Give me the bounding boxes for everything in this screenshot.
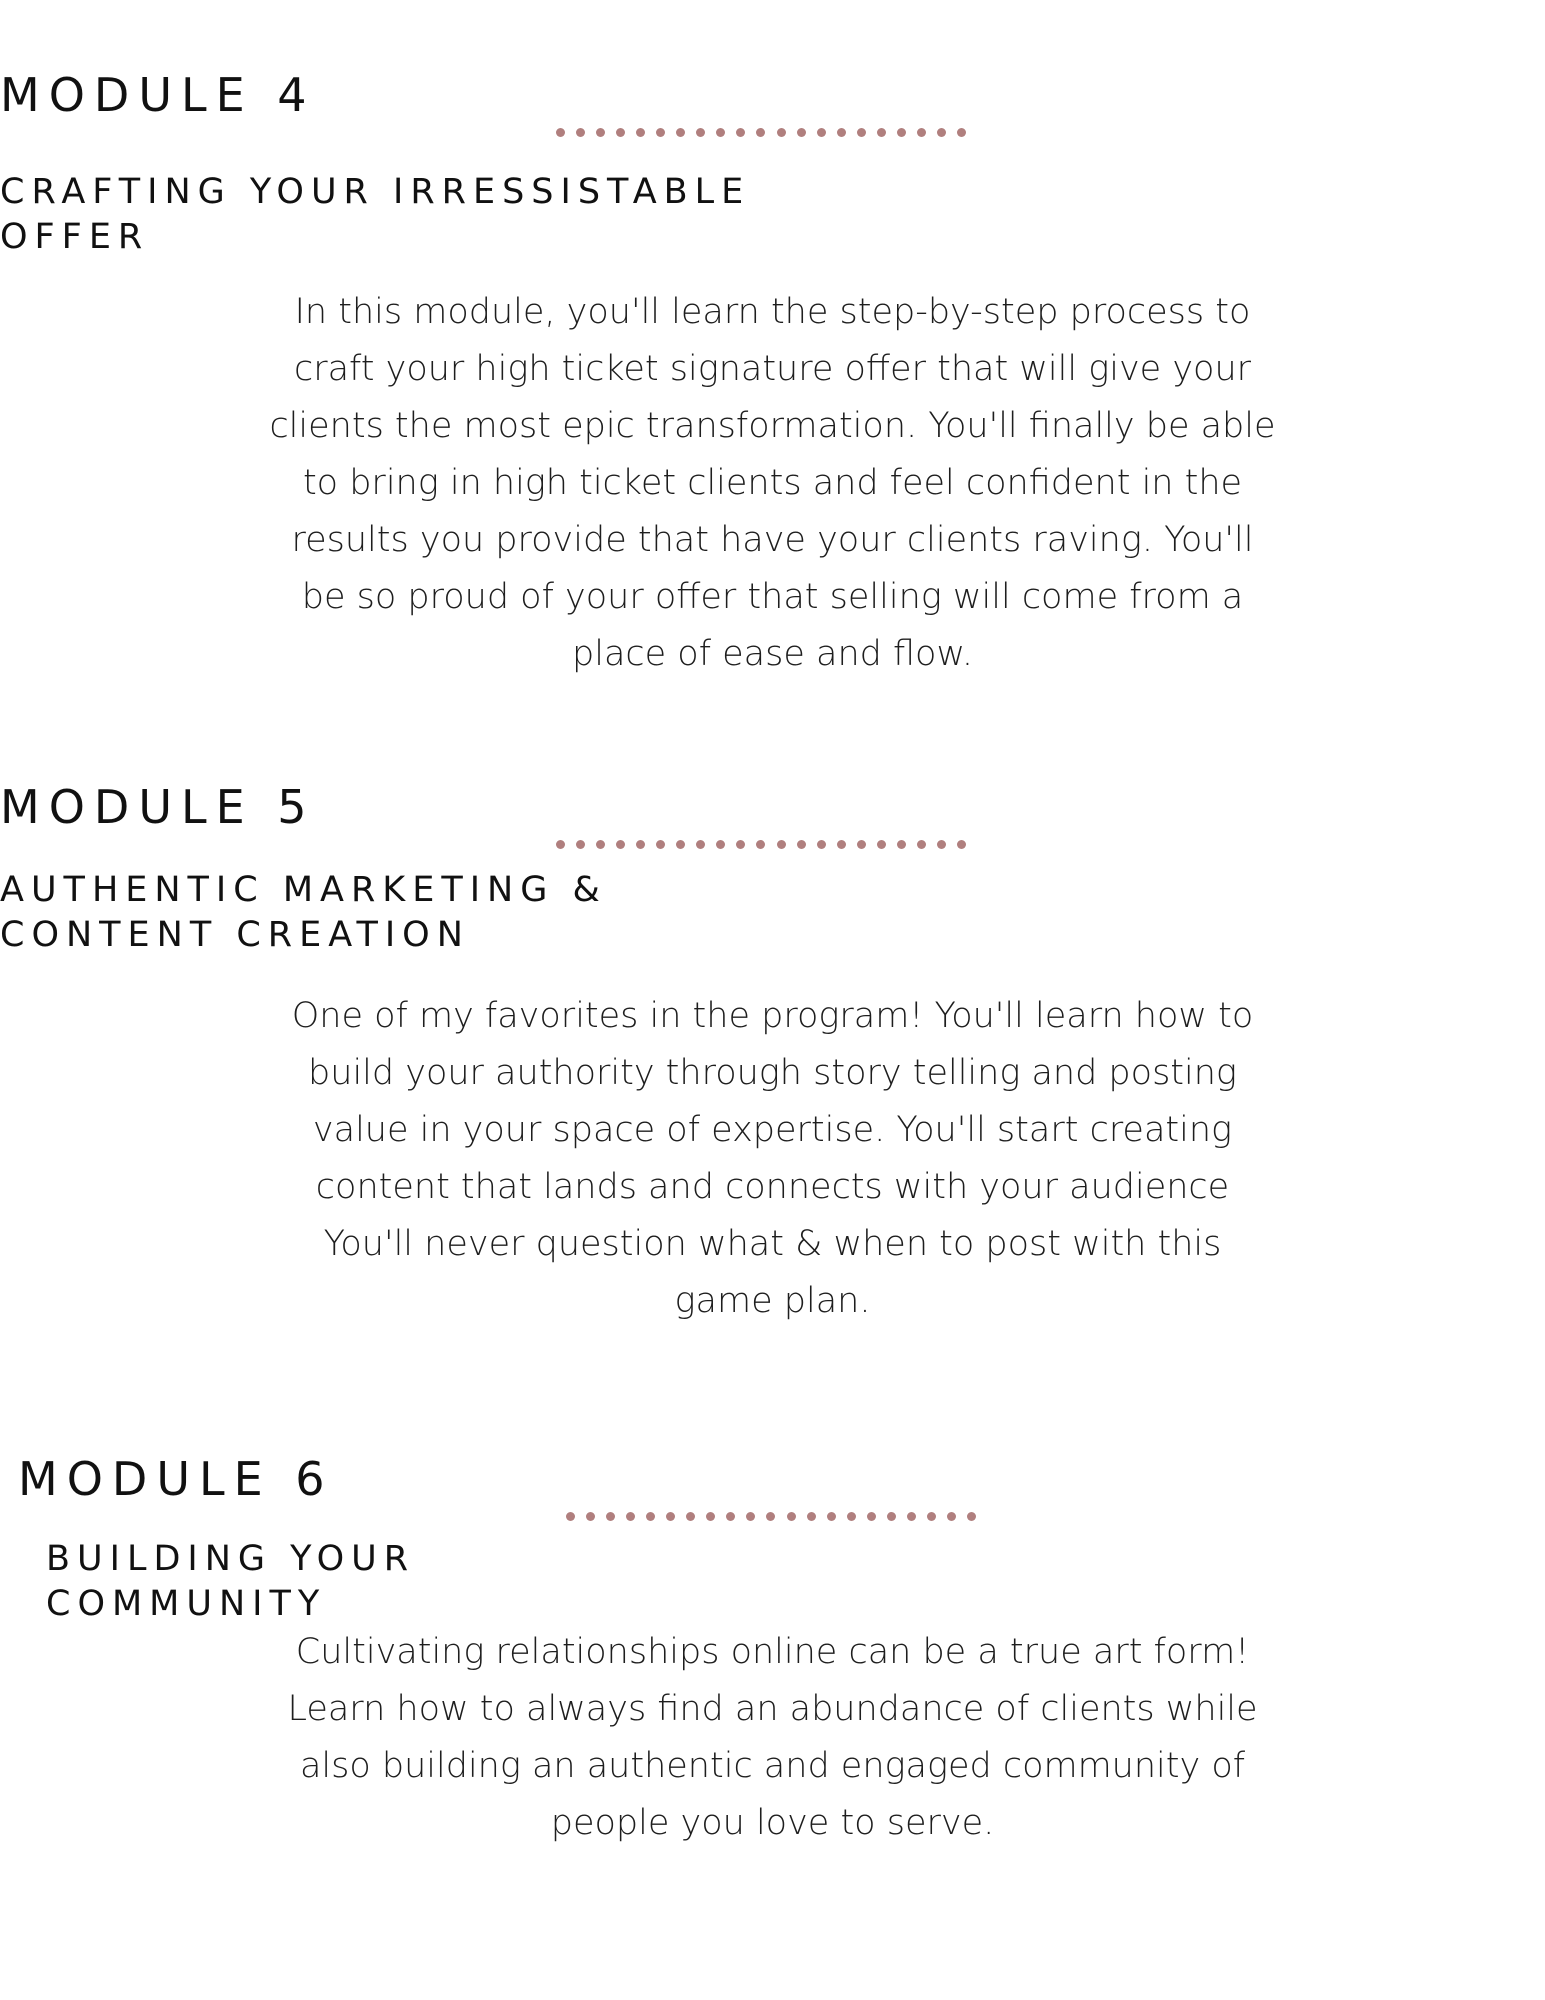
divider-dot <box>766 1512 775 1521</box>
divider-dot <box>676 840 685 849</box>
divider-dot <box>746 1512 755 1521</box>
divider-dot <box>576 128 585 137</box>
divider-dot <box>777 840 786 849</box>
divider-dot <box>586 1512 595 1521</box>
divider-dot <box>807 1512 816 1521</box>
divider-dot <box>616 840 625 849</box>
module-4-description-line: craft your high ticket signature offer that will give your <box>293 349 1252 389</box>
divider-dot <box>937 128 946 137</box>
divider-dot <box>967 1512 976 1521</box>
module-6-subtitle-line: BUILDING YOUR <box>46 1539 416 1579</box>
divider-dot <box>726 1512 735 1521</box>
divider-dot <box>927 1512 936 1521</box>
divider-dot <box>957 128 966 137</box>
divider-dot <box>897 840 906 849</box>
divider-dot <box>656 128 665 137</box>
divider-dot <box>957 840 966 849</box>
module-6-description-line: also building an authentic and engaged community of <box>299 1746 1246 1786</box>
divider-dot <box>686 1512 695 1521</box>
divider-dot <box>666 1512 675 1521</box>
divider-dot <box>817 128 826 137</box>
module-6-description-line: Cultivating relationships online can be a true art form! <box>295 1632 1250 1672</box>
module-4-description-line: In this module, you'll learn the step-by-step process to <box>294 292 1251 332</box>
divider-dot <box>837 840 846 849</box>
divider-dot <box>596 840 605 849</box>
module-6-subtitle <box>0 1537 1545 1627</box>
divider-dot <box>716 128 725 137</box>
divider-dot <box>636 128 645 137</box>
divider-dot <box>847 1512 856 1521</box>
divider-dot <box>827 1512 836 1521</box>
module-5-subtitle-line: AUTHENTIC MARKETING & <box>0 870 607 910</box>
divider-dot <box>696 128 705 137</box>
divider-dot <box>937 840 946 849</box>
divider-dot <box>576 840 585 849</box>
divider-dot <box>676 128 685 137</box>
divider-dot <box>887 1512 896 1521</box>
divider-dot <box>646 1512 655 1521</box>
module-6-description-line: people you love to serve. <box>550 1803 995 1843</box>
divider-dot <box>636 840 645 849</box>
divider-dot <box>696 840 705 849</box>
module-5-description-line: value in your space of expertise. You'll start creating <box>312 1110 1233 1150</box>
module-4-description-line: place of ease and flow. <box>572 634 973 674</box>
module-5-description-line: game plan. <box>674 1281 871 1321</box>
module-5-description-line: build your authority through story telling and posting <box>308 1053 1237 1093</box>
module-6-description <box>0 1624 1545 1852</box>
divider-dot <box>616 128 625 137</box>
divider-dot <box>797 840 806 849</box>
module-4-description-line: results you provide that have your clients raving. You'll <box>291 520 1254 560</box>
module-4-description-line: to bring in high ticket clients and feel confident in the <box>302 463 1243 503</box>
module-4-description-line: be so proud of your offer that selling will come from a <box>301 577 1244 617</box>
divider-dot <box>857 840 866 849</box>
divider-dot <box>596 128 605 137</box>
module-6-description-line: Learn how to always find an abundance of clients while <box>287 1689 1258 1729</box>
module-5-description-line: content that lands and connects with your audience <box>315 1167 1230 1207</box>
module-4-subtitle-line: CRAFTING YOUR IRRESSISTABLE <box>0 172 751 212</box>
divider-dot <box>606 1512 615 1521</box>
module-5-dotted-divider <box>556 838 966 850</box>
module-6-heading: MODULE 6 <box>18 1452 334 1506</box>
divider-dot <box>716 840 725 849</box>
divider-dot <box>736 840 745 849</box>
module-6-subtitle-line: COMMUNITY <box>46 1584 327 1624</box>
module-4-heading: MODULE 4 <box>0 68 316 122</box>
divider-dot <box>877 128 886 137</box>
divider-dot <box>897 128 906 137</box>
divider-dot <box>787 1512 796 1521</box>
divider-dot <box>556 840 565 849</box>
divider-dot <box>947 1512 956 1521</box>
divider-dot <box>756 128 765 137</box>
module-5-description-line: You'll never question what & when to post with this <box>323 1224 1222 1264</box>
divider-dot <box>566 1512 575 1521</box>
divider-dot <box>877 840 886 849</box>
divider-dot <box>917 128 926 137</box>
divider-dot <box>736 128 745 137</box>
module-6-dotted-divider <box>566 1510 976 1522</box>
module-5-heading: MODULE 5 <box>0 780 316 834</box>
module-4-dotted-divider <box>556 126 966 138</box>
divider-dot <box>777 128 786 137</box>
divider-dot <box>656 840 665 849</box>
divider-dot <box>837 128 846 137</box>
divider-dot <box>756 840 765 849</box>
divider-dot <box>817 840 826 849</box>
module-5-description <box>0 988 1545 1330</box>
divider-dot <box>917 840 926 849</box>
module-5-subtitle <box>0 868 1545 958</box>
divider-dot <box>797 128 806 137</box>
module-4-description <box>0 284 1545 683</box>
divider-dot <box>867 1512 876 1521</box>
divider-dot <box>626 1512 635 1521</box>
module-5-subtitle-line: CONTENT CREATION <box>0 915 470 955</box>
divider-dot <box>706 1512 715 1521</box>
module-4-description-line: clients the most epic transformation. You'll finally be able <box>269 406 1276 446</box>
divider-dot <box>556 128 565 137</box>
module-5-description-line: One of my favorites in the program! You'll learn how to <box>291 996 1254 1036</box>
divider-dot <box>907 1512 916 1521</box>
divider-dot <box>857 128 866 137</box>
module-4-subtitle-line: OFFER <box>0 217 150 257</box>
module-4-subtitle <box>0 170 1545 260</box>
